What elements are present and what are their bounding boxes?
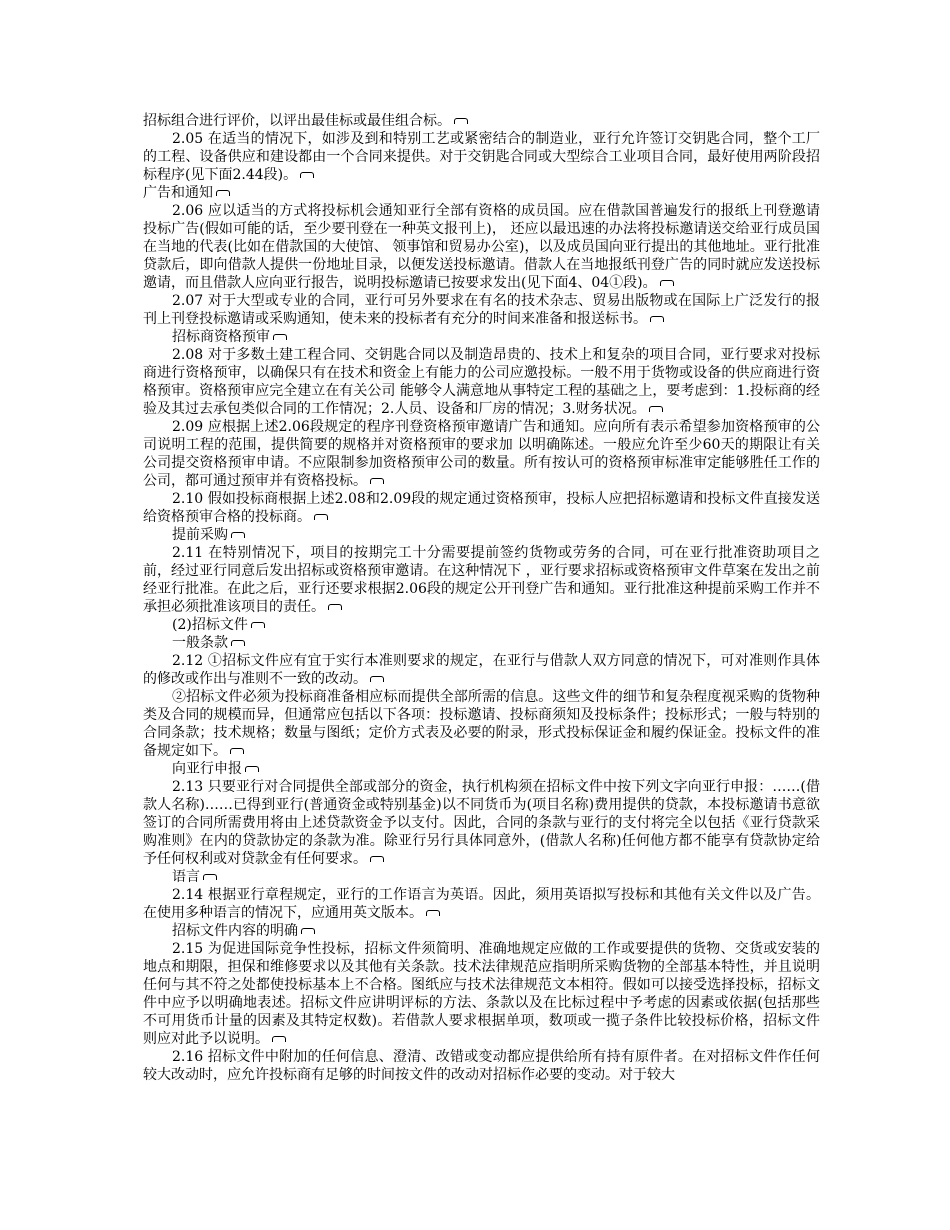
- section-heading-advance-procurement: 提前采购: [143, 526, 820, 544]
- section-heading-clarity: 招标文件内容的明确: [143, 922, 820, 940]
- paragraph-mark-icon: [300, 172, 314, 178]
- clause-2-12: 2.12 ①招标文件应有宜于实行本准则要求的规定，在亚行与借款人双方同意的情况下，可对准则作具体的修改或作出与准则不一致的改动。: [143, 653, 820, 687]
- paragraph-mark-icon: [370, 478, 384, 484]
- paragraph-mark-icon: [245, 766, 259, 772]
- paragraph-mark-icon: [231, 532, 245, 538]
- section-heading-prequalification: 招标商资格预审: [143, 328, 820, 346]
- paragraph-mark-icon: [231, 640, 245, 646]
- clause-2-07: 2.07 对于大型或专业的合同，亚行可另外要求在有名的技术杂志、贸易出版物或在国际上广泛发行的报刊上刊登投标邀请或采购通知，使未来的投标者有充分的时间来准备和报送标书。: [143, 293, 820, 327]
- paragraph-mark-icon: [328, 604, 342, 610]
- paragraph-mark-icon: [660, 280, 674, 286]
- paragraph-mark-icon: [314, 514, 328, 520]
- paragraph-mark-icon: [216, 190, 230, 196]
- clause-2-11: 2.11 在特别情况下，项目的按期完工十分需要提前签约货物或劳务的合同，可在亚行批准资助项目之前，经过亚行同意后发出招标或资格预审邀请。在这种情况下 ，亚行要求招标或资格预审文件草案在发出之前经亚行批准。在此之后，亚行还要求根据2.06段的规定公开刊登广告和通知。亚行批准这种提前采购工作并不承担必须批准该项目的责任。: [143, 545, 820, 615]
- section-heading-bidding-documents: (2)招标文件: [143, 616, 820, 634]
- paragraph-mark-icon: [454, 118, 468, 124]
- paragraph-mark-icon: [370, 676, 384, 682]
- paragraph-mark-icon: [273, 334, 287, 340]
- paragraph-mark-icon: [650, 316, 664, 322]
- section-heading-advertising: 广告和通知: [143, 184, 820, 202]
- paragraph-mark-icon: [203, 874, 217, 880]
- paragraph-continuation: 招标组合进行评价，以评出最佳标或最佳组合标。: [143, 112, 820, 130]
- clause-2-10: 2.10 假如投标商根据上述2.08和2.09段的规定通过资格预审，投标人应把招标邀请和投标文件直接发送给资格预审合格的投标商。: [143, 491, 820, 525]
- clause-2-08: 2.08 对于多数土建工程合同、交钥匙合同以及制造昂贵的、技术上和复杂的项目合同，亚行要求对投标商进行资格预审，以确保只有在技术和资金上有能力的公司应邀投标。一般不用于货物或设备的供应商进行资格预审。资格预审应完全建立在有关公司 能够令人满意地从事特定工程的基础之上，要考虑到：1.投标商的经验及其过去承包类似合同的工作情况；2.人员、设备和厂房的情况；3.财务状况。: [143, 347, 820, 417]
- paragraph-mark-icon: [301, 928, 315, 934]
- paragraph-mark-icon: [230, 748, 244, 754]
- clause-2-16: 2.16 招标文件中附加的任何信息、澄清、改错或变动都应提供给所有持有原件者。在对招标文件作任何较大改动时，应允许投标商有足够的时间按文件的改动对招标作必要的变动。对于较大: [143, 1049, 820, 1083]
- clause-2-06: 2.06 应以适当的方式将投标机会通知亚行全部有资格的成员国。应在借款国普遍发行的报纸上刊登邀请投标广告(假如可能的话，至少要刊登在一种英文报刊上)， 还应以最迅速的办法将投标邀请送交给亚行成员国在当地的代表(比如在借款国的大使馆、 领事馆和贸易办公室)，以及成员国向亚行提出的其他地址。亚行批准贷款后，即向借款人提供一份地址目录，以便发送投标邀请。借款人在当地报纸刊登广告的同时就应发送投标邀请，而且借款人应向亚行报告，说明投标邀请已按要求发出(见下面4、04①段)。: [143, 203, 820, 291]
- paragraph-mark-icon: [426, 910, 440, 916]
- section-heading-general-terms: 一般条款: [143, 634, 820, 652]
- clause-2-12-item-2: ②招标文件必须为投标商准备相应标而提供全部所需的信息。这些文件的细节和复杂程度视采购的货物种类及合同的规模而异，但通常应包括以下各项：投标邀请、投标商须知及投标条件；投标形式；一般与特别的合同条款；技术规格；数量与图纸；定价方式表及必要的附录，形式投标保证金和履约保证金。投标文件的准备规定如下。: [143, 689, 820, 759]
- section-heading-declaration: 向亚行申报: [143, 760, 820, 778]
- paragraph-mark-icon: [251, 622, 265, 628]
- clause-2-15: 2.15 为促进国际竞争性投标，招标文件须简明、准确地规定应做的工作或要提供的货物、交货或安装的地点和期限，担保和维修要求以及其他有关条款。技术法律规范应指明所采购货物的全部基本特性，并且说明任何与其不符之处都使投标基本上不合格。图纸应与技术法律规范文本相符。假如可以接受选择投标，招标文件中应予以明确地表述。招标文件应讲明评标的方法、条款以及在比标过程中予考虑的因素或依据(包括那些不可用货币计量的因素及其特定权数)。若借款人要求根据单项，数项或一揽子条件比较投标价格，招标文件则应对此予以说明。: [143, 941, 820, 1047]
- paragraph-mark-icon: [649, 406, 663, 412]
- paragraph-mark-icon: [272, 1036, 286, 1042]
- paragraph-mark-icon: [370, 856, 384, 862]
- section-heading-language: 语言: [143, 868, 820, 886]
- clause-2-13: 2.13 只要亚行对合同提供全部或部分的资金，执行机构须在招标文件中按下列文字向亚行申报：……(借款人名称)……已得到亚行(普通资金或特别基金)以不同货币为(项目名称)费用提供的贷款，本投标邀请书意欲签订的合同所需费用将由上述贷款资金予以支付。因此，合同的条款与亚行的支付将完全以包括《亚行贷款采购准则》在内的贷款协定的条款为准。除亚行另行具体同意外，(借款人名称)任何他方都不能享有贷款协定给予任何权利或对贷款金有任何要求。: [143, 779, 820, 867]
- clause-2-14: 2.14 根据亚行章程规定，亚行的工作语言为英语。因此，须用英语拟写投标和其他有关文件以及广告。在使用多种语言的情况下，应通用英文版本。: [143, 887, 820, 921]
- clause-2-05: 2.05 在适当的情况下，如涉及到和特别工艺或紧密结合的制造业，亚行允许签订交钥匙合同，整个工厂的工程、设备供应和建设都由一个合同来提供。对于交钥匙合同或大型综合工业项目合同，最好使用两阶段招标程序(见下面2.44段)。: [143, 131, 820, 183]
- clause-2-09: 2.09 应根据上述2.06段规定的程序刊登资格预审邀请广告和通知。应向所有表示希望参加资格预审的公司说明工程的范围，提供简要的规格并对资格预审的要求加 以明确陈述。一般应允许至少60天的期限让有关公司提交资格预审申请。不应限制参加资格预审公司的数量。所有按认可的资格预审标准审定能够胜任工作的公司，都可通过预审并有资格投标。: [143, 419, 820, 489]
